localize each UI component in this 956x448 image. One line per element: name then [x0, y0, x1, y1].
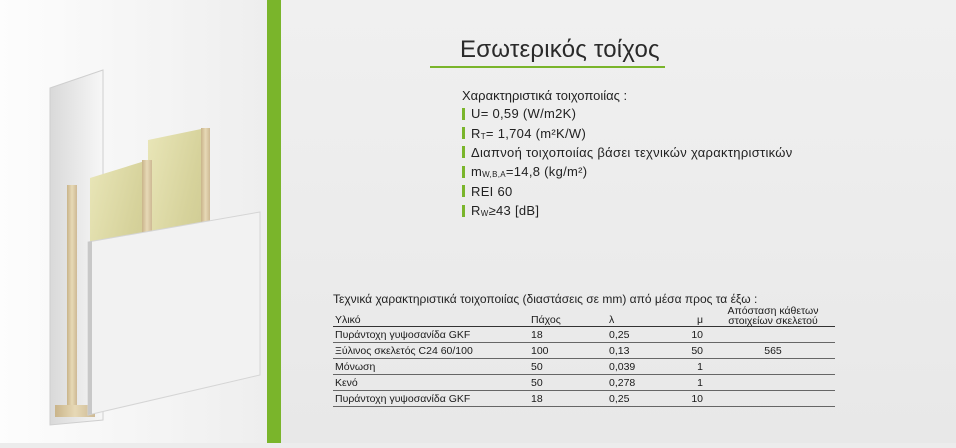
table-header-row [333, 306, 835, 327]
cell-material: Κενό [333, 375, 529, 391]
cell-thickness: 100 [529, 343, 607, 359]
cell-lambda: 0,25 [607, 391, 665, 407]
spec-item: R W ≥43 [dB] [462, 201, 793, 220]
table-row [333, 359, 835, 375]
spec-item: R T = 1,704 (m²K/W) [462, 123, 793, 142]
spec-text: m [471, 164, 483, 180]
wall-layers-image [0, 0, 267, 443]
cell-mu: 50 [665, 343, 711, 359]
cell-spacing [711, 327, 835, 343]
cell-material: Πυράντοχη γυψοσανίδα GKF [333, 391, 529, 407]
spec-item [462, 143, 793, 162]
cell-spacing [711, 391, 835, 407]
specs-list [462, 104, 793, 220]
spec-item: m W,B,A =14,8 (kg/m²) [462, 162, 793, 181]
cell-mu: 1 [665, 359, 711, 375]
table-row [333, 391, 835, 407]
bullet-marker [462, 108, 465, 120]
specs-heading: Χαρακτηριστικά τοιχοποιίας : [462, 88, 628, 103]
materials-table [333, 306, 835, 407]
spec-item [462, 182, 793, 201]
front-gypsum-board [88, 212, 260, 415]
cell-thickness: 50 [529, 375, 607, 391]
cell-spacing [711, 375, 835, 391]
spec-text: Διαπνοή τοιχοποιίας βάσει τεχνικών χαρακτηριστικών [471, 144, 793, 160]
cell-spacing [711, 359, 835, 375]
header-thickness: Πάχος [529, 306, 607, 327]
spec-item [462, 104, 793, 123]
bullet-marker [462, 185, 465, 197]
cell-mu: 10 [665, 327, 711, 343]
cell-material: Ξύλινος σκελετός C24 60/100 [333, 343, 529, 359]
cell-thickness: 50 [529, 359, 607, 375]
spec-text: REI 60 [471, 183, 513, 199]
cell-mu: 10 [665, 391, 711, 407]
accent-divider-bar [267, 0, 281, 443]
table-row [333, 327, 835, 343]
timber-stud [67, 185, 77, 417]
bullet-marker [462, 146, 465, 158]
header-lambda: λ [607, 306, 665, 327]
cell-material: Μόνωση [333, 359, 529, 375]
bullet-marker [462, 205, 465, 217]
cell-lambda: 0,13 [607, 343, 665, 359]
bullet-marker [462, 127, 465, 139]
table-caption: Τεχνικά χαρακτηριστικά τοιχοποιίας (διαστάσεις σε mm) από μέσα προς τα έξω : [333, 292, 758, 306]
header-material: Υλικό [333, 306, 529, 327]
page-title: Εσωτερικός τοίχος [460, 36, 660, 63]
spec-text: U= 0,59 (W/m2K) [471, 106, 577, 122]
table-row [333, 375, 835, 391]
spec-text: R [471, 203, 481, 219]
cell-mu: 1 [665, 375, 711, 391]
cell-thickness: 18 [529, 327, 607, 343]
cell-lambda: 0,25 [607, 327, 665, 343]
cell-lambda: 0,278 [607, 375, 665, 391]
cell-spacing: 565 [711, 343, 835, 359]
header-mu: μ [665, 306, 711, 327]
wall-cross-section-illustration [0, 0, 267, 443]
bullet-marker [462, 166, 465, 178]
header-stud-spacing: Απόσταση κάθετων στοιχείων σκελετού [711, 306, 835, 327]
spec-text: R [471, 125, 481, 141]
table-row [333, 343, 835, 359]
title-underline [430, 66, 665, 68]
cell-lambda: 0,039 [607, 359, 665, 375]
cell-thickness: 18 [529, 391, 607, 407]
cell-material: Πυράντοχη γυψοσανίδα GKF [333, 327, 529, 343]
